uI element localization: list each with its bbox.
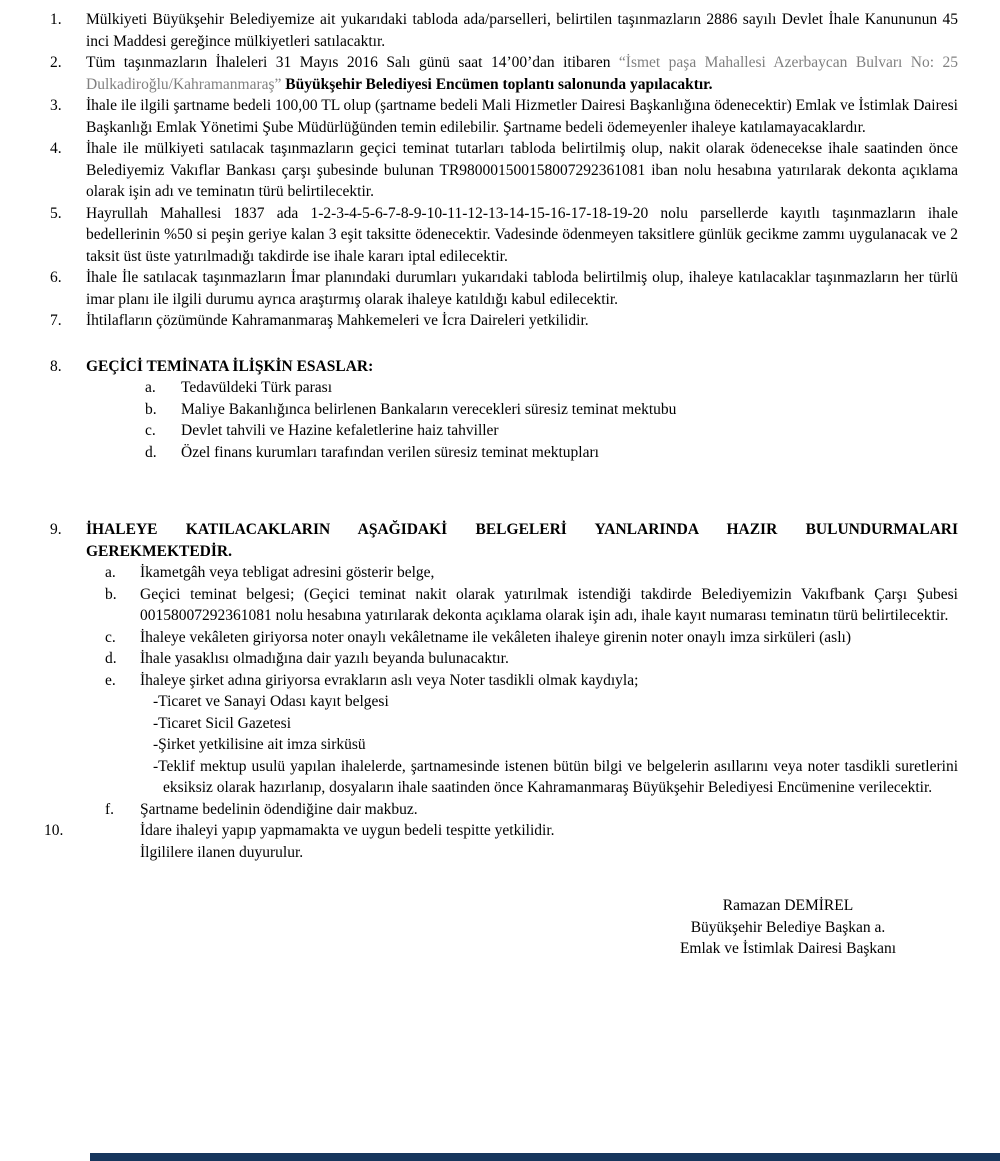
sub-item-9e-text: İhaleye şirket adına giriyorsa evrakların aslı veya Noter tasdikli olmak kaydıyla; — [140, 671, 639, 689]
dash-line-3: -Şirket yetkilisine ait imza sirküsü — [153, 736, 366, 753]
sub-item-8a-letter: a. — [145, 379, 156, 396]
footer-bar — [90, 1153, 1000, 1161]
sub-item-8b — [145, 399, 958, 421]
sub-item-9e — [105, 670, 958, 692]
list-item-8 — [50, 356, 958, 378]
item-10-line-2: İlgililere ilanen duyurulur. — [140, 843, 304, 861]
item-8-number: 8. — [50, 357, 62, 375]
signature-title-2: Emlak ve İstimlak Dairesi Başkanı — [679, 940, 897, 957]
item-6-number: 6. — [50, 269, 62, 286]
sub-item-8d — [145, 442, 958, 464]
list-item-4 — [50, 138, 958, 203]
item-3-text: İhale ile ilgili şartname bedeli 100,00 TL olup (şartname bedeli Mali Hizmetler Dairesi Başkanlığına ödenecektir) Emlak ve İstimlak Dairesi Başkanlığı Emlak Yönetimi Şube Müdürlüğünden temin edilebilir. Şartname bedeli ödemeyenler ihaleye katılamayacaklardır. — [86, 97, 958, 136]
sub-item-9a-letter: a. — [105, 564, 116, 581]
list-item-9 — [50, 519, 958, 562]
sub-item-8c-letter: c. — [145, 422, 156, 439]
sub-item-9d-letter: d. — [105, 650, 117, 667]
dash-line-2: -Ticaret Sicil Gazetesi — [153, 714, 292, 732]
item-3-number: 3. — [50, 97, 62, 114]
signature-title-1: Büyükşehir Belediye Başkan a. — [690, 918, 886, 936]
item-9-heading: İHALEYE KATILACAKLARIN AŞAĞIDAKİ BELGELERİ YANLARINDA HAZIR BULUNDURMALARI GEREKMEKTEDİR. — [86, 521, 958, 560]
sub-item-9b — [105, 584, 958, 627]
sub-item-8a-text: Tedavüldeki Türk parası — [181, 379, 332, 396]
item-2-text-pre: Tüm taşınmazların İhaleleri 31 Mayıs 2016 Salı günü saat 14’00’dan itibaren — [86, 54, 619, 71]
sub-item-9c — [105, 627, 958, 649]
list-item-2 — [50, 52, 958, 95]
sub-item-9c-letter: c. — [105, 628, 116, 646]
signature-block — [618, 895, 958, 960]
sub-item-9d-text: İhale yasaklısı olmadığına dair yazılı beyanda bulunacaktır. — [140, 650, 509, 667]
sub-item-9b-letter: b. — [105, 585, 117, 603]
dash-line-4: -Teklif mektup usulü yapılan ihalelerde, şartnamesinde istenen bütün bilgi ve belgelerin asıllarını veya noter tasdikli suretlerini eksiksiz olarak hazırlanıp, dosyaların ihale saatinden önce Kahramanmaraş Büyükşehir Belediyesi Encümenine verilecektir. — [153, 757, 958, 796]
item-2-quoted-address: “İsmet paşa Mahallesi Azerbaycan Bulvarı No: 25 Dulkadiroğlu/Kahramanmaraş” — [86, 54, 959, 93]
list-item-1 — [50, 9, 958, 52]
list-item-6 — [50, 267, 958, 310]
item-1-text: Mülkiyeti Büyükşehir Belediyemize ait yukarıdaki tabloda ada/parselleri, belirtilen taşınmazların 2886 sayılı Devlet İhale Kanununun 45 inci Maddesi gereğince mülkiyetleri satılacaktır. — [86, 11, 958, 50]
list-item-3 — [50, 95, 958, 138]
sub-item-8d-text: Özel finans kurumları tarafından verilen süresiz teminat mektupları — [181, 443, 599, 461]
sub-item-8b-text: Maliye Bakanlığınca belirlenen Bankaların verecekleri süresiz teminat mektubu — [181, 400, 677, 418]
item-9-number: 9. — [50, 521, 62, 538]
item-7-text: İhtilafların çözümünde Kahramanmaraş Mahkemeleri ve İcra Daireleri yetkilidir. — [86, 312, 589, 329]
item-8-heading: GEÇİCİ TEMİNATA İLİŞKİN ESASLAR: — [86, 357, 374, 375]
item-4-text: İhale ile mülkiyeti satılacak taşınmazların geçici teminat tutarları tabloda belirtilmiş olup, nakit olarak ödenecekse ihale saatinden önce Belediyemiz Vakıflar Bankası çarşı şubesinde bulunan TR980001500158007292361081 iban nolu hesabına yatırılarak dekonta açıklama olarak işin adı ve teminatın türü belirtilecektir. — [86, 140, 958, 200]
item-4-number: 4. — [50, 140, 62, 157]
sub-item-9f — [105, 799, 958, 821]
sub-item-9e-letter: e. — [105, 671, 116, 689]
item-7-number: 7. — [50, 312, 62, 329]
item-10-number: 10. — [44, 822, 64, 839]
item-10-line-1: İdare ihaleyi yapıp yapmamakta ve uygun bedeli tespitte yetkilidir. — [140, 822, 555, 839]
item-2-number: 2. — [50, 54, 62, 71]
item-6-text: İhale İle satılacak taşınmazların İmar planındaki durumları yukarıdaki tabloda belirtilmiş olup, ihaleye katılacaklar taşınmazların her türlü imar planı ile ilgili durumu ayrıca araştırmış olarak ihaleye katıldığı kabul edilecektir. — [86, 269, 958, 308]
list-item-10 — [44, 820, 958, 863]
sub-item-9f-text: Şartname bedelinin ödendiğine dair makbuz. — [140, 800, 418, 818]
item-10-text — [140, 820, 958, 863]
sub-item-8c — [145, 420, 958, 442]
sub-item-9d — [105, 648, 958, 670]
sub-item-9a-text: İkametgâh veya tebligat adresini gösterir belge, — [140, 564, 435, 581]
sub-item-8d-letter: d. — [145, 443, 157, 461]
sub-item-8b-letter: b. — [145, 400, 157, 418]
sub-item-9b-text: Geçici teminat belgesi; (Geçici teminat nakit olarak yatırılmak istendiği takdirde Belediyemizin Vakıfbank Çarşı Şubesi 00158007292361081 nolu hesabına yatırılarak dekonta açıklama olarak işin adı, ihale kayıt numarası teminatın türü belirtilecektir. — [140, 585, 958, 624]
signature-name: Ramazan DEMİREL — [722, 897, 854, 914]
sub-item-9f-letter: f. — [105, 800, 115, 818]
item-2-text-post: Büyükşehir Belediyesi Encümen toplantı salonunda yapılacaktır. — [281, 75, 713, 93]
sub-item-8a — [145, 377, 958, 399]
item-1-number: 1. — [50, 11, 62, 28]
item-2-text — [86, 52, 958, 95]
sub-item-9a — [105, 562, 958, 584]
dash-line-1: -Ticaret ve Sanayi Odası kayıt belgesi — [153, 693, 389, 710]
list-item-7 — [50, 310, 958, 332]
item-5-number: 5. — [50, 204, 62, 222]
sub-item-9c-text: İhaleye vekâleten giriyorsa noter onaylı vekâletname ile vekâleten ihaleye girenin noter onaylı imza sirküleri (aslı) — [140, 628, 851, 646]
sub-item-8c-text: Devlet tahvili ve Hazine kefaletlerine haiz tahviller — [181, 422, 499, 439]
item-5-text: Hayrullah Mahallesi 1837 ada 1-2-3-4-5-6-7-8-9-10-11-12-13-14-15-16-17-18-19-20 nolu parsellerde kayıtlı taşınmazların ihale bedellerinin %50 si peşin geriye kalan 3 eşit taksitte ödenecektir. Vadesinde ödenmeyen taksitlere günlük gecikme zammı uygulanacak ve 2 taksit üst üste yatırılmadığı takdirde ise ihale kararı iptal edilecektir. — [86, 204, 958, 265]
list-item-5 — [50, 203, 958, 268]
